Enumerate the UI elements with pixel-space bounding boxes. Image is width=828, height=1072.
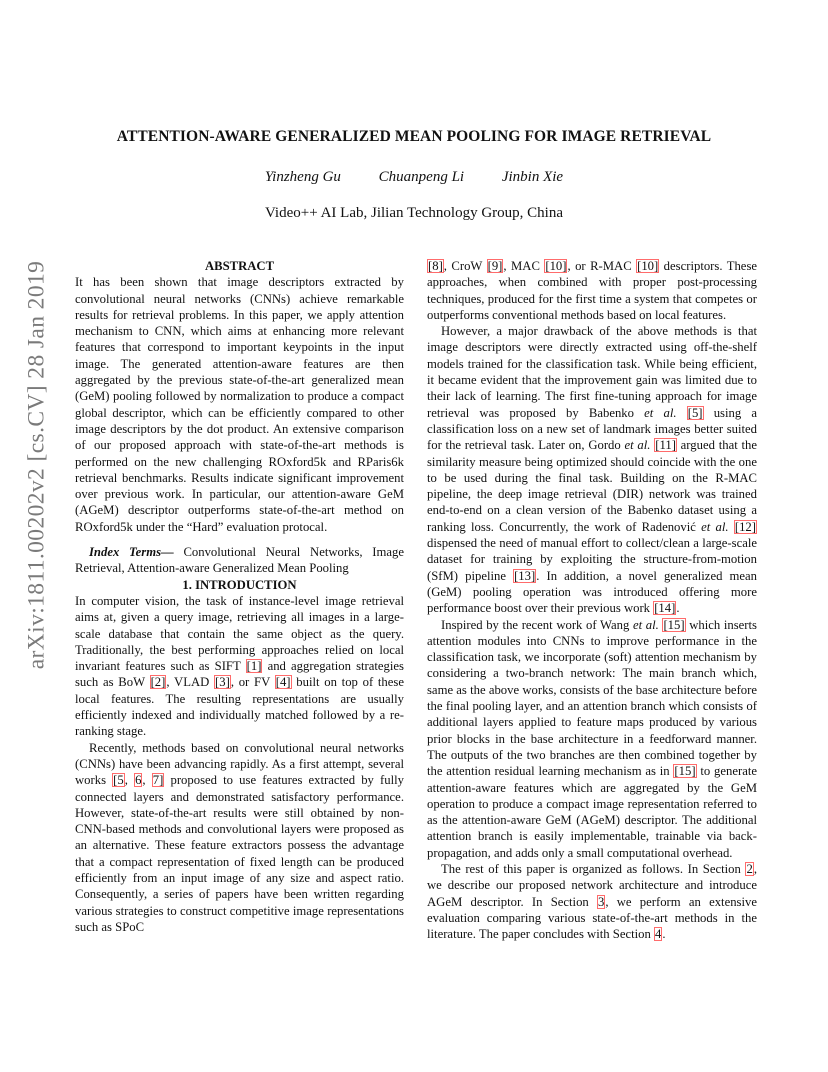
section-link[interactable]: 2 [746,861,753,876]
left-column [75,258,404,935]
citation-link[interactable]: [2] [150,675,166,690]
index-terms-label: Index Terms— [89,545,174,560]
citation-link[interactable]: [13] [514,568,536,583]
citation-link[interactable]: [10] [637,259,659,273]
citation-link[interactable]: [15] [674,764,696,779]
citation-link[interactable]: [11] [655,438,676,453]
intro-paragraph-2: Recently, methods based on convolutional neural networks (CNNs) have been advancing rapidly. As a first attempt, several works [5, 6, 7] proposed to use features extracted by fully connected layers and demonstrated satisfactory performance. However, state-of-the-art results were still obtained by non-CNN-based methods and convolutional layers were proposed as an alternative. These feature extractors possess the advantage that a compact representation of fixed length can be produced efficiently from an input image of any size and aspect ratio. Consequently, a series of papers have been written regarding various strategies to construct competitive image representations such as SPoC [75,740,404,934]
intro-paragraph-2-continued: [8], CroW [9], MAC [10], or R-MAC [10] descriptors. These approaches, when combined with proper post-processing techniques, produced for the first time a system that competes or outperforms conventional methods based on local features. [427,259,758,322]
affiliation: Video++ AI Lab, Jilian Technology Group, China [265,205,563,221]
intro-paragraph-5: The rest of this paper is organized as follows. In Section 2, we describe our proposed network architecture and introduce AGeM descriptor. In Section 3, we perform an extensive evaluation comparing various state-of-the-art methods in the literature. The paper concludes with Section 4. [427,861,757,942]
citation-link[interactable]: [12] [734,519,756,534]
index-terms-text: Convolutional Neural Networks, Image Retrieval, Attention-aware Generalized Mean Pooling [75,545,404,576]
citation-link[interactable]: [14] [654,601,676,616]
citation-link[interactable]: [8] [428,259,443,273]
paper-title: ATTENTION-AWARE GENERALIZED MEAN POOLING FOR IMAGE RETRIEVAL [116,128,712,145]
citation-link[interactable]: [10] [545,259,567,273]
citation-link[interactable]: [5] [687,405,703,420]
abstract-text: It has been shown that image descriptors extracted by convolutional neural networks (CNNs) achieve remarkable results for retrieval problems. In this paper, we apply attention mechanism to CNN, which aims at enhancing more relevant features that correspond to important keypoints in the input image. The generated attention-aware features are then aggregated by the previous state-of-the-art generalized mean (GeM) pooling followed by normalization to produce a compact global descriptor, which can be efficiently compared to other image descriptors by the dot product. An extensive comparison of our proposed approach with state-of-the-art methods is performed on the new challenging ROxford5k and RParis6k retrieval benchmarks. Results indicate significant improvement over previous work. In particular, our attention-aware GeM (AGeM) descriptor outperforms state-of-the-art method on ROxford5k under the “Hard” evaluation protocal. [75,275,404,534]
abstract-heading: ABSTRACT [204,259,275,273]
citation-link[interactable]: [1] [246,659,262,674]
arxiv-identifier: arXiv:1811.00202v2 [cs.CV] 28 Jan 2019 [23,260,50,670]
intro-paragraph-4: Inspired by the recent work of Wang et al. [15] which inserts attention modules into CNNs to improve performance in the classification task, we incorporate (soft) attention mechanism by considering a two-branch network: The main branch which, same as the above works, consists of the base architecture before the final pooling layer, and an attention branch which consists of additional layers applied to feature maps produced by various prior blocks in the base architecture in a feedforward manner. The outputs of the two branches are then combined together by the attention residual learning mechanism as in [15] to generate attention-aware features which are aggregated by the GeM operation to produce a compact image representation referred to as the attention-aware GeM (AGeM) descriptor. The additional attention branch is easily implementable, trainable via back-propagation, and adds only a small computational overhead. [427,617,757,860]
intro-paragraph-3: However, a major drawback of the above methods is that image descriptors were directly extracted using off-the-shelf models trained for the classification task. While being efficient, it became evident that the improvement gain was limited due to their lack of learning. The first fine-tuning approach for image retrieval was proposed by Babenko et al. [5] using a classification loss on a new set of landmark images better suited for the retrieval task. Later on, Gordo et al. [11] argued that the similarity measure being optimized should coincide with the one to be used during the final task. Building on the R-MAC pipeline, the deep image retrieval (DIR) network was trained end-to-end on a clean version of the Babenko dataset using a ranking loss. Concurrently, the work of Radenović et al. [12] dispensed the need of manual effort to collect/clean a large-scale dataset for training by exploiting the structure-from-motion (SfM) pipeline [13]. In addition, a novel generalized mean (GeM) pooling operation was introduced offering more performance boost over their previous work [14]. [427,324,758,616]
section-link[interactable]: 3 [598,894,605,909]
right-column [427,258,757,942]
citation-link[interactable]: 6 [135,773,142,788]
citation-link[interactable]: [5 [113,773,124,788]
section-link[interactable]: 4 [655,927,662,942]
citation-link[interactable]: [4] [275,675,291,690]
author-name: Jinbin Xie [501,169,564,185]
citation-link[interactable]: [15] [663,617,685,632]
intro-paragraph-1: In computer vision, the task of instance-level image retrieval aims at, given a query image, retrieving all images in a large-scale database that contain the same object as the query. Traditionally, the best performing approaches relied on local invariant features such as SIFT [1] and aggregation strategies such as BoW [2], VLAD [3], or FV [4] built on top of these local features. The resulting representations are usually efficiently indexed and individually matched followed by a re-ranking stage. [75,593,404,739]
index-terms [75,544,404,577]
author-name: Yinzheng Gu [264,169,341,185]
introduction-heading: 1. INTRODUCTION [182,577,297,592]
citation-link[interactable]: 7] [152,773,164,788]
citation-link[interactable]: [9] [487,259,503,273]
author-name: Chuanpeng Li [378,169,465,185]
citation-link[interactable]: [3] [215,675,230,690]
author-list [0,169,828,186]
